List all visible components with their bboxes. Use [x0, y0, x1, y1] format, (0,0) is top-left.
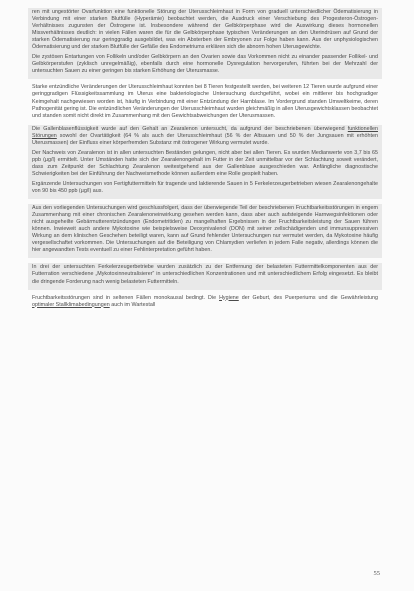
block-5: [28, 263, 382, 289]
block-6: [28, 295, 382, 309]
paragraph-2: Die zystösen Entartungen von Follikeln und/oder Gelbkörpern an den Ovarien sowie das Vorkommen nicht zu einander passender Follikel- und Gelbkörperstufen (zyklisch unregelmäßig), ebenfalls durch eine hormonelle Dysregulation hervorgerufen, führten bei der Mehrzahl der untersuchten Sauen zu einer geringen bis starken Erhöhung der Uterusmasse.: [32, 54, 378, 75]
paragraph-4-text-b: sowohl der Ovartätigkeit (64 % als auch der Uterusschleimhaut (56 % der Altsauen und 50 % der Jungsauen mit erhöhten Uterusmassen) der Einfluss einer körperfremden Substanz mit östrogener Wirkung vermutet wurde.: [32, 132, 378, 146]
block-4: [28, 204, 382, 258]
paragraph-6: Ergänzende Untersuchungen von Fertigfuttermitteln für tragende und laktierende Sauen in 5 Ferkelerzeugerbetrieben wiesen Zearalenongehalte von 90 bis 450 ppb (µg/l) aus.: [32, 180, 378, 195]
paragraph-9-text-b: der Geburt, des Puerperiums und die Gewährleistung: [238, 294, 378, 301]
paragraph-4-underlined: funktionellen Störungen: [32, 125, 378, 139]
paragraph-9-text-a: Fruchtbarkeitsstörungen sind in seltenen Fällen monokausal bedingt. Die: [32, 294, 220, 301]
paragraph-9: [32, 295, 378, 309]
paragraph-5: Der Nachweis von Zearalenon ist in allen untersuchten Beständen gelungen, nicht aber bei allen Tieren. Es wurden Medianwerte von 3,7 bis 65 ppb (µg/l) ermittelt. Unter Umständen hatte sich der Zearalenongehalt im Futter in der Zeit unmittelbar vor der Schlachtung soweit verändert, dass zum Zeitpunkt der Schlachtung Zearalenon weitestgehend aus der Gallenblase ausgeschieden war. Anfängliche diagnostische Schwierigkeiten bei der Einführung der Nachweismethode können außerdem eine Rolle gespielt haben.: [32, 149, 378, 177]
paragraph-8: In drei der untersuchten Ferkelerzeugerbetriebe wurden zusätzlich zu der Entfernung der belasteten Futtermittelkomponenten aus der Futterration verschiedene „Mykotoxinneutralisierer“ in unterschiedlichen Konzentrationen und mit unterschiedlichem Erfolg eingesetzt. Es bleibt die dringende Forderung nach wenig belasteten Futtermitteln.: [32, 264, 378, 285]
page-number: 55: [373, 570, 380, 577]
block-1: [28, 8, 382, 79]
paragraph-9-underlined-hygiene: Hygiene: [219, 294, 239, 301]
paragraph-4-text-a: Die Gallenblasenflüssigkeit wurde auf den Gehalt an Zearalenon untersucht, da aufgrund der beschriebenen überwiegend: [32, 125, 348, 132]
paragraph-7: Aus den vorliegenden Untersuchungen wird geschlussfolgert, dass der überwiegende Teil der beschriebenen Fruchtbarkeitsstörungen in engem Zusammenhang mit einer chronischen Zearalenoneinwirkung gesehen werden kann, dass aber auch aufsteigende Harnwegsinfektionen oder nicht ausgeheilte Gebärmutterentzündungen (Endometritiden) zu mangelhaften Ergebnissen in der Fruchtbarkeitsleistung der Sauen führen können. Inwieweit auch andere Mykotoxine wie beispielsweise Deoxynivalenol (DON) mit seiner zellschädigenden und immunsuppressiven Wirkung an dem klinischen Geschehen beteiligt waren, kann auf Grund fehlender Untersuchungen nur vermutet werden, da Mykotoxine häufig vergesellschaftet vorkommen. Die Untersuchungen auf die Beteiligung von Chlamydien verliefen in jedem Falle negativ, allerdings können die hier angewandten Tests eventuell zu einer Fehlinterpretation geführt haben.: [32, 205, 378, 254]
paragraph-3: Starke entzündliche Veränderungen der Uterusschleimhaut konnten bei 8 Tieren festgestellt werden, bei weiteren 12 Tieren wurde aufgrund einer geringgradigen Flüssigkeitssammlung im Uterus eine bakteriologische Untersuchung durchgeführt, wobei ein mittlerer bis hochgradiger Keimgehalt nachgewiesen worden ist, häufig in Verbindung mit einer Entzündung der Harnblase. Im Vordergrund standen Umweltkeime, deren Pathogenität gering ist. Die entzündlichen Veränderungen der Uterusschleimhaut wurden gleichmäßig in allen Uterusgewichtsklassen beobachtet und standen somit nicht direkt im Zusammenhang mit den Gewichtsabweichungen der Uterusmassen.: [32, 84, 378, 119]
paragraph-1: ren mit ungestörter Ovarfunktion eine funktionelle Störung der Uterusschleimhaut in Form von graduell unterschiedlicher Ödematisierung in Verbindung mit einer starken Blutfülle (Hyperämie) beobachtet werden, die Ausdruck einer Verschiebung des Progesteron-Östrogen-Verhältnisses zugunsten der Östrogene ist. Insbesondere während der Gelbkörperphase wird die Auswirkung dieses hormonellen Missverhältnisses deutlich: in vielen Fällen waren die für die Gelbkörperphase typischen Veränderungen an den Uterindrüsen auf Grund der starken Ödematisierung nur geringgradig ausgebildet, was ein Absterben der Embryonen zur Folge haben kann. Aus der unphysiologischen Ödematisierung und der starken Blutfülle der Gefäße des Endometriums erklären sich die abnorm hohen Uterusgewichte.: [32, 9, 378, 51]
block-3: [28, 125, 382, 199]
paragraph-9-text-c: auch im Wartestall: [109, 301, 156, 308]
text-column: [28, 8, 382, 314]
paragraph-9-underlined-stallklima: optimaler Stallklimabedingungen: [32, 301, 110, 308]
block-2: [28, 84, 382, 119]
paragraph-4: [32, 126, 378, 147]
